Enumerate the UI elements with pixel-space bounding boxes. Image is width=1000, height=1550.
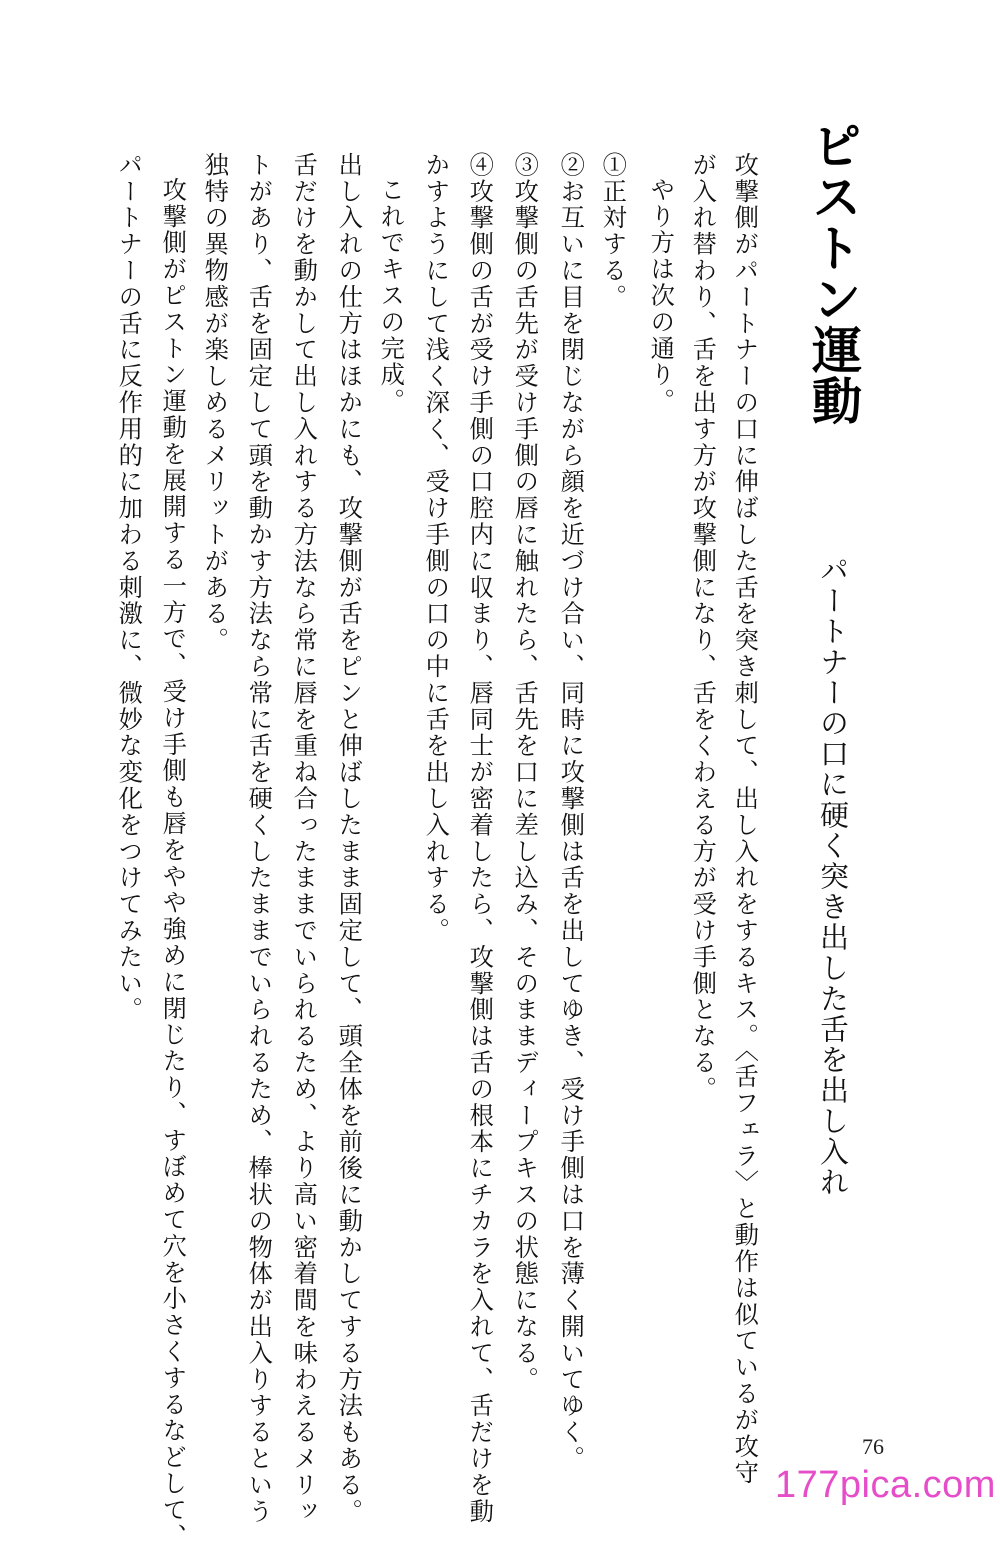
body-line: が入れ替わり、舌を出す方が攻撃側になり、舌をくわえる方が受け手側となる。 xyxy=(688,152,718,1103)
body-line: トがあり、舌を固定して頭を動かす方法なら常に舌を硬くしたままでいられるため、棒状の物体が出入りするという xyxy=(244,152,274,1525)
body-line: 攻撃側がピストン運動を展開する一方で、受け手側も唇をやや強めに閉じたり、すぼめて穴を小さくするなどして、 xyxy=(158,177,188,1550)
body-line: ④攻撃側の舌が受け手側の口腔内に収まり、唇同士が密着したら、攻撃側は舌の根本にチカラを入れて、舌だけを動 xyxy=(465,152,495,1525)
section-subtitle: パートナーの口に硬く突き出した舌を出し入れ xyxy=(816,555,850,1198)
body-line: 攻撃側がパートナーの口に伸ばした舌を突き刺して、出し入れをするキス。〈舌フェラ〉と動作は似ているが攻守 xyxy=(730,152,760,1487)
body-line: 舌だけを動かして出し入れする方法なら常に唇を重ね合ったままでいられるため、より高い密着間を味わえるメリッ xyxy=(289,152,319,1525)
body-line: ②お互いに目を閉じながら顔を近づけ合い、同時に攻撃側は舌を出してゆき、受け手側は口を薄く開いてゆく。 xyxy=(556,152,586,1472)
body-line: ①正対する。 xyxy=(598,152,628,311)
body-line: 出し入れの仕方はほかにも、攻撃側が舌をピンと伸ばしたまま固定して、頭全体を前後に動かしてする方法もある。 xyxy=(334,152,364,1525)
body-line: パートナーの舌に反作用的に加わる刺激に、微妙な変化をつけてみたい。 xyxy=(114,152,144,1024)
body-line: やり方は次の通り。 xyxy=(646,177,676,415)
body-line: かすようにして浅く深く、受け手側の口の中に舌を出し入れする。 xyxy=(421,152,451,944)
section-title: ピストン運動 xyxy=(804,120,862,426)
page-number: 76 xyxy=(862,1434,884,1459)
body-line: 独特の異物感が楽しめるメリットがある。 xyxy=(200,152,230,654)
body-line: ③攻撃側の舌先が受け手側の唇に触れたら、舌先を口に差し込み、そのままディープキスの状態になる。 xyxy=(510,152,540,1393)
site-watermark: 177pica.com xyxy=(775,1464,996,1506)
body-line: これでキスの完成。 xyxy=(376,177,406,415)
